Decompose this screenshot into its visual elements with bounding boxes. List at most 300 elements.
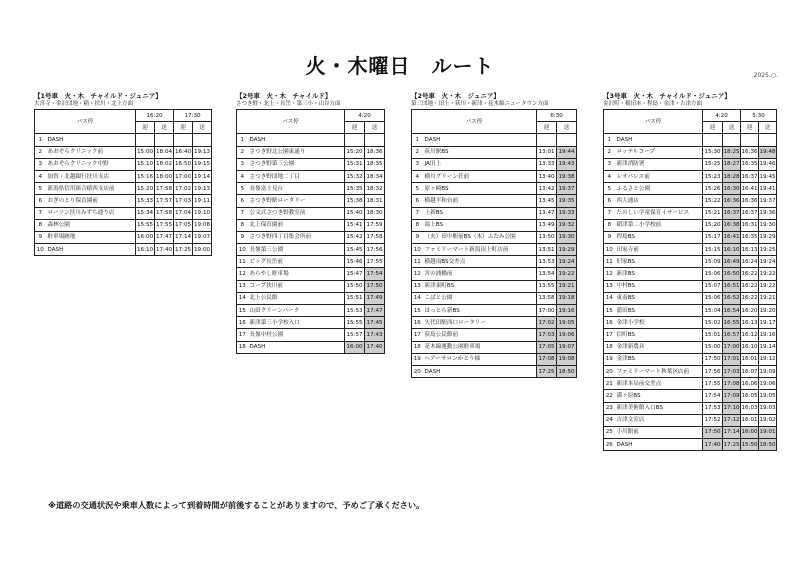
table-row <box>237 329 385 341</box>
stop-number: 6 <box>35 195 46 207</box>
time-cell: 16:22 <box>741 280 759 292</box>
table-row <box>604 292 777 304</box>
stop-name: 花木綿運動公園駐車場 <box>423 341 537 353</box>
time-cell: 16:49 <box>723 256 741 268</box>
table-row <box>604 146 777 158</box>
stop-name: DASH <box>248 341 345 353</box>
time-cell: 16:50 <box>723 268 741 280</box>
stop-name: 森林公園 <box>46 219 136 231</box>
time-cell: 18:30 <box>365 207 385 219</box>
stop-number: 18 <box>604 341 615 353</box>
stop-number: 19 <box>412 353 423 365</box>
time-cell: 15:45 <box>345 244 365 256</box>
stop-number: 8 <box>604 219 615 231</box>
dropoff-label: 送 <box>365 122 385 134</box>
time-cell: 15:02 <box>703 317 723 329</box>
stop-number: 18 <box>412 341 423 353</box>
time-cell: 16:01 <box>741 414 759 426</box>
stop-name: DASH <box>423 365 537 377</box>
time-cell: 19:13 <box>193 183 212 195</box>
stop-name: 長嶺第三公園 <box>248 244 345 256</box>
stop-number: 10 <box>412 244 423 256</box>
stop-number: 16 <box>604 317 615 329</box>
stop-number: 15 <box>604 305 615 317</box>
table-row <box>237 231 385 243</box>
stop-name: 程島BS <box>615 231 703 243</box>
stop-number: 2 <box>412 146 423 158</box>
table-row <box>604 390 777 402</box>
time-cell: 15:33 <box>136 195 155 207</box>
stop-number: 3 <box>604 158 615 170</box>
dropoff-label: 送 <box>723 122 741 134</box>
time-cell: 13:45 <box>537 195 557 207</box>
bus-stop-header: バス停 <box>412 110 537 134</box>
time-cell: 15:01 <box>703 329 723 341</box>
time-cell: 17:50 <box>365 280 385 292</box>
time-cell: 19:12 <box>759 353 777 365</box>
table-row <box>604 183 777 195</box>
time-cell: 17:25 <box>723 439 741 451</box>
table-row <box>412 231 577 243</box>
stop-name: DASH <box>615 134 703 146</box>
time-cell: 19:48 <box>759 146 777 158</box>
time-cell: 16:50 <box>174 158 193 170</box>
stop-name: 長嶺中村公園 <box>248 329 345 341</box>
stop-name: 金津新農具 <box>615 341 703 353</box>
stop-number: 16 <box>412 317 423 329</box>
stop-number: 18 <box>237 341 248 353</box>
time-cell: 15:20 <box>703 219 723 231</box>
time-cell: 18:36 <box>365 146 385 158</box>
stop-name: 宮の浦橋前 <box>423 268 537 280</box>
table-row <box>412 256 577 268</box>
stop-number: 15 <box>412 305 423 317</box>
stop-number: 8 <box>35 219 46 231</box>
table-row <box>237 341 385 353</box>
time-cell: 17:40 <box>365 341 385 353</box>
time-cell: 19:35 <box>557 195 577 207</box>
table-row <box>35 207 212 219</box>
stop-number: 24 <box>604 414 615 426</box>
stop-name: 新津消防署 <box>615 158 703 170</box>
stop-name: DASH <box>46 134 136 146</box>
pickup-label: 迎 <box>537 122 557 134</box>
time-cell: 13:47 <box>537 207 557 219</box>
time-cell: 16:00 <box>345 341 365 353</box>
time-cell: 17:54 <box>365 268 385 280</box>
time-cell: 19:46 <box>759 158 777 170</box>
time-cell <box>557 134 577 146</box>
time-cell: 16:22 <box>741 292 759 304</box>
time-cell: 18:31 <box>365 195 385 207</box>
table-row <box>604 244 777 256</box>
time-cell: 19:09 <box>759 365 777 377</box>
pickup-label: 迎 <box>345 122 365 134</box>
table-row <box>412 329 577 341</box>
stop-number: 10 <box>604 244 615 256</box>
time-cell: 19:01 <box>759 426 777 438</box>
time-cell: 15:06 <box>703 268 723 280</box>
stop-name: さつき野四丁目集会所前 <box>248 231 345 243</box>
time-cell: 17:58 <box>155 183 174 195</box>
time-cell: 17:25 <box>174 244 193 256</box>
stop-name: DASH <box>615 439 703 451</box>
timetable <box>34 109 212 256</box>
stop-number: 7 <box>604 207 615 219</box>
stop-number: 2 <box>604 146 615 158</box>
time-cell: 13:42 <box>537 183 557 195</box>
stop-name: 吉津文室店 <box>615 414 703 426</box>
stop-name: 加賀・北越銀行扶川支店 <box>46 170 136 182</box>
time-cell: 18:04 <box>155 146 174 158</box>
time-cell: 15:26 <box>703 183 723 195</box>
time-cell: 18:32 <box>365 183 385 195</box>
stop-name: ビッグ長岳前 <box>248 256 345 268</box>
time-cell: 17:14 <box>723 426 741 438</box>
stop-number: 23 <box>604 402 615 414</box>
stop-number: 2 <box>237 146 248 158</box>
table-row <box>412 219 577 231</box>
table-row <box>604 341 777 353</box>
time-cell: 17:57 <box>155 195 174 207</box>
stop-number: 1 <box>35 134 46 146</box>
time-cell: 16:03 <box>741 402 759 414</box>
stop-name: 横越平和台前 <box>423 195 537 207</box>
stop-name: 新津第三小学校入口 <box>248 317 345 329</box>
table-row <box>604 329 777 341</box>
route-subheader: さつき野・北上・長岳・第三小・山谷方面 <box>236 101 341 107</box>
time-cell: 18:50 <box>557 365 577 377</box>
table-row <box>412 134 577 146</box>
time-cell: 13:55 <box>537 280 557 292</box>
stop-number: 10 <box>237 244 248 256</box>
table-row <box>237 244 385 256</box>
time-cell: 16:10 <box>136 244 155 256</box>
stop-number: 8 <box>412 219 423 231</box>
table-row <box>604 365 777 377</box>
time-cell: 16:13 <box>741 244 759 256</box>
stop-name: ファミリーマート新潟田上町店前 <box>423 244 537 256</box>
time-cell: 16:07 <box>741 365 759 377</box>
stop-number: 22 <box>604 390 615 402</box>
stop-number: 17 <box>412 329 423 341</box>
time-cell: 16:01 <box>741 353 759 365</box>
time-cell: 15:04 <box>703 305 723 317</box>
time-cell: 16:37 <box>723 207 741 219</box>
stop-name: 荻川駅BS <box>423 146 537 158</box>
time-cell: 16:05 <box>741 390 759 402</box>
stop-number: 11 <box>237 256 248 268</box>
stop-number: 20 <box>412 365 423 377</box>
time-cell: 17:03 <box>174 195 193 207</box>
time-cell: 17:00 <box>174 170 193 182</box>
time-cell: 17:03 <box>537 329 557 341</box>
time-cell: 16:06 <box>741 378 759 390</box>
table-row <box>35 158 212 170</box>
stop-number: 1 <box>412 134 423 146</box>
route-table-4 <box>603 92 777 451</box>
stop-name: 矢代田駅西口ロータリー <box>423 317 537 329</box>
bus-stop-header: バス停 <box>35 110 136 134</box>
time-cell: 16:35 <box>741 158 759 170</box>
stop-name: DASH <box>423 134 537 146</box>
table-row <box>412 183 577 195</box>
time-cell: 17:56 <box>365 244 385 256</box>
time-cell <box>345 134 365 146</box>
table-row <box>604 207 777 219</box>
stop-name: 新津東町BS <box>423 280 537 292</box>
table-row <box>412 292 577 304</box>
stop-name: 新津本局前交差点 <box>615 378 703 390</box>
time-cell: 15:21 <box>703 207 723 219</box>
table-row <box>237 280 385 292</box>
time-cell: 18:35 <box>365 158 385 170</box>
stop-name: 旧家BS <box>615 256 703 268</box>
time-cell: 19:37 <box>759 195 777 207</box>
time-cell: 16:00 <box>136 231 155 243</box>
time-cell: 17:05 <box>174 219 193 231</box>
stop-number: 25 <box>604 426 615 438</box>
time-cell: 16:37 <box>741 170 759 182</box>
time-cell <box>723 134 741 146</box>
time-cell: 19:06 <box>759 378 777 390</box>
stop-number: 8 <box>237 219 248 231</box>
stop-number: 4 <box>604 170 615 182</box>
table-row <box>412 170 577 182</box>
route-table-1 <box>34 92 212 256</box>
time-cell: 17:25 <box>537 365 557 377</box>
stop-name: レオパレス前 <box>615 170 703 182</box>
departure-time-header: 6:30 <box>537 110 577 122</box>
route-subheader: 第三団地・田上・荻川・新津・花木綿ニュータウン方面 <box>411 101 549 107</box>
time-cell: 19:30 <box>557 231 577 243</box>
departure-time-header: 4:20 <box>345 110 385 122</box>
time-cell: 16:00 <box>741 426 759 438</box>
time-cell: 17:53 <box>703 402 723 414</box>
table-row <box>412 317 577 329</box>
stop-number: 1 <box>604 134 615 146</box>
time-cell: 17:45 <box>365 317 385 329</box>
stop-name: ふるさと公園 <box>615 183 703 195</box>
time-cell: 17:12 <box>723 414 741 426</box>
dropoff-label: 送 <box>193 122 212 134</box>
time-cell: 18:27 <box>723 158 741 170</box>
time-cell: 15:07 <box>703 280 723 292</box>
bus-stop-header: バス停 <box>237 110 345 134</box>
stop-number: 19 <box>604 353 615 365</box>
time-cell <box>741 134 759 146</box>
stop-number: 7 <box>237 207 248 219</box>
stop-number: 7 <box>412 207 423 219</box>
time-cell: 15:17 <box>703 231 723 243</box>
stop-name: おぎのとり保育園前 <box>46 195 136 207</box>
time-cell: 19:08 <box>557 353 577 365</box>
bus-stop-header: バス停 <box>604 110 703 134</box>
stop-number: 11 <box>604 256 615 268</box>
time-cell: 13:53 <box>537 256 557 268</box>
time-cell: 19:10 <box>193 207 212 219</box>
time-cell: 16:57 <box>723 329 741 341</box>
stop-number: 20 <box>604 365 615 377</box>
pickup-label: 迎 <box>741 122 759 134</box>
time-cell: 19:16 <box>557 305 577 317</box>
stop-name: 北上保育園前 <box>248 219 345 231</box>
pickup-label: 迎 <box>136 122 155 134</box>
table-row <box>412 341 577 353</box>
table-row <box>237 158 385 170</box>
stop-name: 上新BS <box>423 207 537 219</box>
stop-name: 新潟県信用組合稲西支店前 <box>46 183 136 195</box>
time-cell: 17:47 <box>365 305 385 317</box>
time-cell: 19:22 <box>759 280 777 292</box>
table-row <box>412 244 577 256</box>
time-cell: 16:36 <box>741 146 759 158</box>
time-cell: 15:10 <box>136 158 155 170</box>
stop-number: 12 <box>412 268 423 280</box>
time-cell: 16:38 <box>723 219 741 231</box>
stop-name: 荻島公民館前 <box>423 329 537 341</box>
table-row <box>237 134 385 146</box>
time-cell: 19:05 <box>759 390 777 402</box>
timetable <box>411 109 577 378</box>
time-cell: 19:30 <box>759 219 777 231</box>
stop-number: 9 <box>412 231 423 243</box>
time-cell: 16:52 <box>723 292 741 304</box>
time-cell: 19:24 <box>557 256 577 268</box>
table-row <box>35 134 212 146</box>
stop-number: 4 <box>35 170 46 182</box>
time-cell: 15:15 <box>703 244 723 256</box>
table-row <box>604 170 777 182</box>
table-row <box>237 207 385 219</box>
page-title: 火・木曜日 ルート <box>305 54 495 78</box>
timetable <box>236 109 385 354</box>
stop-name: 小川館前 <box>615 426 703 438</box>
route-subheader: 大宮寺・金沢団地・稲・扶川・北上方面 <box>34 101 134 107</box>
time-cell <box>174 134 193 146</box>
time-cell: 17:02 <box>174 183 193 195</box>
stop-number: 5 <box>412 183 423 195</box>
time-cell: 19:05 <box>557 317 577 329</box>
time-cell: 17:14 <box>174 231 193 243</box>
stop-name: 駐車場跡地 <box>46 231 136 243</box>
time-cell: 15:47 <box>345 268 365 280</box>
stop-name: ヘアーサロンかとう様 <box>423 353 537 365</box>
time-cell: 16:35 <box>741 231 759 243</box>
time-cell: 17:58 <box>155 207 174 219</box>
route-table-3 <box>411 92 577 378</box>
stop-name: 長嶺富士見台 <box>248 183 345 195</box>
time-cell: 17:55 <box>155 219 174 231</box>
stop-number: 9 <box>35 231 46 243</box>
time-cell: 13:49 <box>537 219 557 231</box>
time-cell: 19:45 <box>759 170 777 182</box>
table-row <box>412 305 577 317</box>
footnote: ※道路の交通状況や乗車人数によって到着時間が前後することがありますので、予めご了承ください。 <box>48 500 425 510</box>
stop-number: 5 <box>604 183 615 195</box>
time-cell: 17:05 <box>537 341 557 353</box>
stop-number: 5 <box>237 183 248 195</box>
time-cell: 19:22 <box>557 268 577 280</box>
date-label: 2025.○. <box>753 72 778 79</box>
time-cell: 15:51 <box>345 292 365 304</box>
time-cell: 13:58 <box>537 292 557 304</box>
table-row <box>412 365 577 377</box>
time-cell: 19:24 <box>759 256 777 268</box>
time-cell <box>193 134 212 146</box>
time-cell: 17:03 <box>723 365 741 377</box>
table-row <box>604 268 777 280</box>
time-cell <box>537 134 557 146</box>
time-cell: 15:41 <box>345 219 365 231</box>
stop-name: 満ヶ原BS <box>615 390 703 402</box>
time-cell: 19:38 <box>557 170 577 182</box>
stop-number: 21 <box>604 378 615 390</box>
time-cell: 18:34 <box>365 170 385 182</box>
time-cell: 19:06 <box>557 329 577 341</box>
stop-number: 17 <box>237 329 248 341</box>
time-cell: 15:31 <box>345 158 365 170</box>
time-cell: 19:17 <box>759 317 777 329</box>
time-cell: 15:00 <box>703 341 723 353</box>
table-row <box>35 195 212 207</box>
stop-name: 金津BS <box>615 353 703 365</box>
stop-number: 17 <box>604 329 615 341</box>
stop-number: 13 <box>237 280 248 292</box>
time-cell: 19:03 <box>759 402 777 414</box>
stop-name: 原ヶ崎BS <box>423 183 537 195</box>
time-cell: 15:55 <box>136 219 155 231</box>
time-cell: 13:51 <box>537 244 557 256</box>
time-cell: 19:25 <box>759 244 777 256</box>
time-cell: 18:02 <box>155 158 174 170</box>
stop-name: DASH <box>248 134 345 146</box>
table-row <box>604 378 777 390</box>
stop-name: DASH <box>46 244 136 256</box>
table-row <box>412 158 577 170</box>
table-row <box>35 170 212 182</box>
stop-number: 13 <box>412 280 423 292</box>
time-cell: 15:23 <box>703 170 723 182</box>
time-cell: 19:07 <box>557 341 577 353</box>
dropoff-label: 送 <box>759 122 777 134</box>
time-cell: 15:16 <box>136 170 155 182</box>
time-cell: 16:12 <box>741 329 759 341</box>
time-cell: 15:42 <box>345 231 365 243</box>
time-cell: 19:14 <box>193 170 212 182</box>
stop-number: 12 <box>604 268 615 280</box>
time-cell: 16:20 <box>741 305 759 317</box>
table-row <box>412 207 577 219</box>
time-cell: 16:40 <box>174 146 193 158</box>
time-cell: 19:02 <box>759 414 777 426</box>
time-cell: 19:00 <box>193 244 212 256</box>
time-cell: 19:41 <box>759 183 777 195</box>
time-cell: 17:50 <box>703 426 723 438</box>
stop-number: 3 <box>412 158 423 170</box>
route-subheader: 金沢町・稲田本・程島・金津・吉津方面 <box>603 101 703 107</box>
table-row <box>604 426 777 438</box>
time-cell: 13:33 <box>537 158 557 170</box>
stop-name: ローソン扶川みずち通り店 <box>46 207 136 219</box>
time-cell: 15:46 <box>345 256 365 268</box>
stop-name: （火）田中駅前BS（木）ふたみ公園 <box>423 231 537 243</box>
stop-number: 11 <box>412 256 423 268</box>
stop-number: 4 <box>412 170 423 182</box>
time-cell: 16:41 <box>741 183 759 195</box>
stop-number: 14 <box>412 292 423 304</box>
time-cell: 16:22 <box>741 268 759 280</box>
